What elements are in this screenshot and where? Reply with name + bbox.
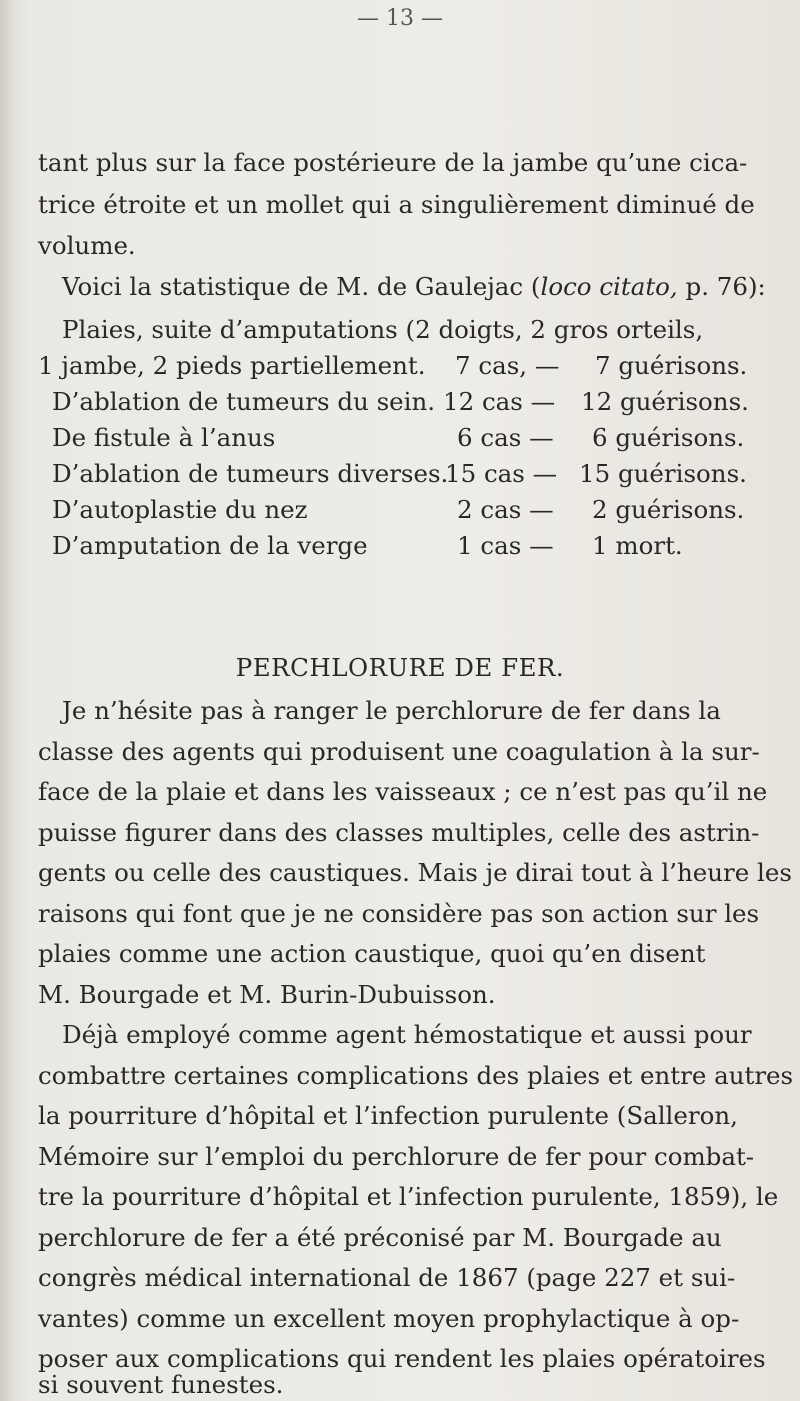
p2-line-6: raisons qui font que je ne considère pas son action sur les: [38, 899, 760, 928]
page-number: — 13 —: [357, 6, 443, 31]
p2-line-7: plaies comme une action caustique, quoi qu’en disent: [38, 939, 706, 968]
p3-line-10: si souvent funestes.: [38, 1370, 284, 1399]
stats-result: 2 guérisons.: [592, 495, 745, 524]
stats-cases: 12 cas —: [443, 387, 556, 416]
p3-line-5: tre la pourriture d’hôpital et l’infection purulente, 1859), le: [38, 1182, 779, 1211]
stats-result: 1 mort.: [592, 531, 683, 560]
p3-line-2: combattre certaines complications des plaies et entre autres: [38, 1061, 794, 1090]
stats-intro-after: p. 76):: [677, 272, 766, 301]
stats-cases: 2 cas —: [457, 495, 554, 524]
stats-label: Plaies, suite d’amputations (2 doigts, 2 gros orteils,: [62, 315, 704, 344]
p3-line-9: poser aux complications qui rendent les plaies opératoires: [38, 1344, 766, 1373]
section-title: PERCHLORURE DE FER.: [235, 653, 565, 682]
stats-result: 12 guérisons.: [581, 387, 749, 416]
p2-line-8: M. Bourgade et M. Burin-Dubuisson.: [38, 980, 496, 1009]
stats-result: 7 guérisons.: [595, 351, 748, 380]
stats-cases: 15 cas —: [445, 459, 558, 488]
stats-cases: 1 cas —: [457, 531, 554, 560]
stats-cases: 6 cas —: [457, 423, 554, 452]
stats-label: D’ablation de tumeurs diverses.: [52, 459, 449, 488]
stats-result: 15 guérisons.: [579, 459, 747, 488]
stats-label: D’ablation de tumeurs du sein.: [52, 387, 436, 416]
stats-intro-before: Voici la statistique de M. de Gaulejac (: [62, 272, 541, 301]
stats-label: D’autoplastie du nez: [52, 495, 308, 524]
stats-label: De fistule à l’anus: [52, 423, 276, 452]
p2-line-4: puisse figurer dans des classes multiples, celle des astrin-: [38, 818, 760, 847]
p1-line-1: tant plus sur la face postérieure de la jambe qu’une cica-: [38, 148, 748, 177]
p3-line-4: Mémoire sur l’emploi du perchlorure de fer pour combat-: [38, 1142, 755, 1171]
p2-line-1: Je n’hésite pas à ranger le perchlorure de fer dans la: [62, 696, 721, 725]
p1-line-3: volume.: [38, 231, 136, 260]
p3-line-8: vantes) comme un excellent moyen prophylactique à op-: [38, 1304, 740, 1333]
p3-line-6: perchlorure de fer a été préconisé par M. Bourgade au: [38, 1223, 722, 1252]
page-gutter: [0, 0, 14, 1401]
p3-line-7: congrès médical international de 1867 (page 227 et sui-: [38, 1263, 736, 1292]
stats-label: 1 jambe, 2 pieds partiellement.: [38, 351, 426, 380]
p2-line-2: classe des agents qui produisent une coagulation à la sur-: [38, 737, 760, 766]
stats-cases: 7 cas, —: [455, 351, 560, 380]
p1-line-2: trice étroite et un mollet qui a singulièrement diminué de: [38, 190, 755, 219]
p3-line-3: la pourriture d’hôpital et l’infection purulente (Salleron,: [38, 1101, 738, 1130]
p2-line-3: face de la plaie et dans les vaisseaux ; ce n’est pas qu’il ne: [38, 777, 768, 806]
stats-intro-citation: loco citato,: [540, 272, 678, 301]
p2-line-5: gents ou celle des caustiques. Mais je dirai tout à l’heure les: [38, 858, 792, 887]
stats-result: 6 guérisons.: [592, 423, 745, 452]
stats-label: D’amputation de la verge: [52, 531, 368, 560]
p3-line-1: Déjà employé comme agent hémostatique et aussi pour: [62, 1020, 752, 1049]
